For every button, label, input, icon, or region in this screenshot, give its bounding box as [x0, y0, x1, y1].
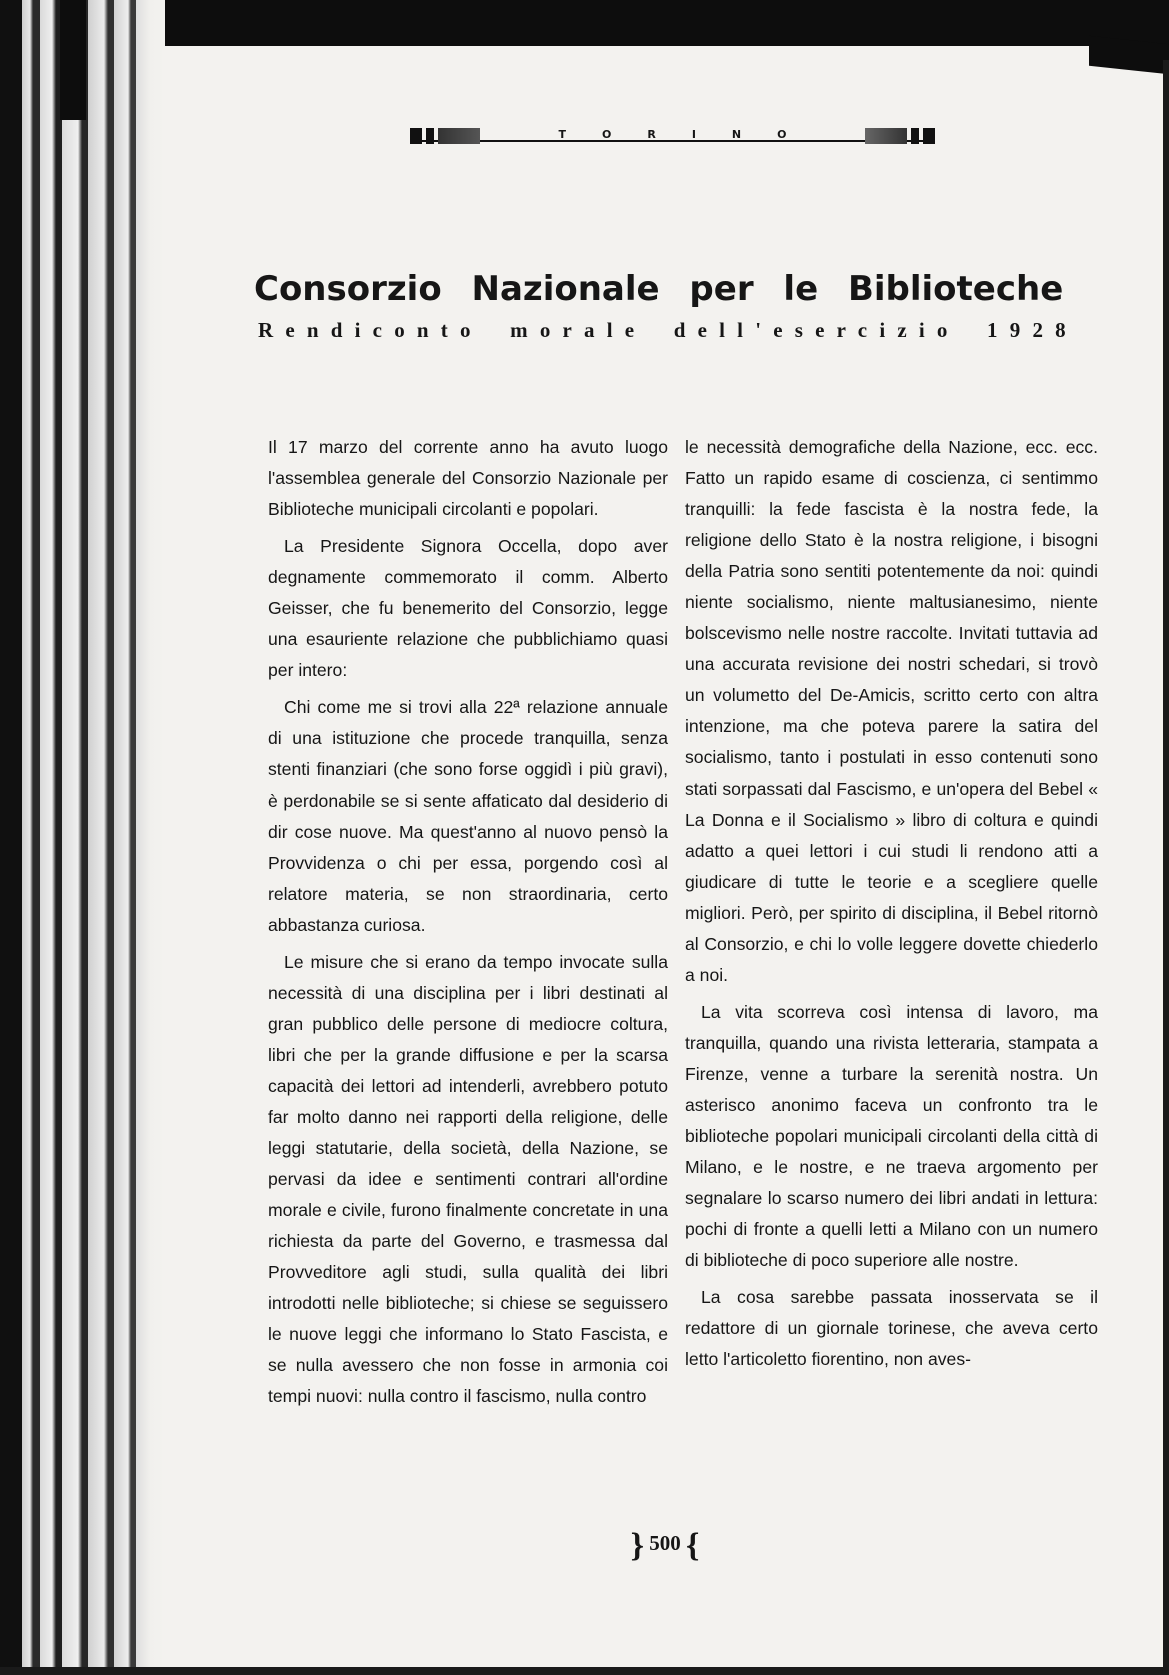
running-title: TORINO: [558, 128, 823, 141]
page-number-footer: [600, 1527, 730, 1565]
paragraph: Chi come me si trovi alla 22ª relazione annuale di una istituzione che procede tranquilla, senza stenti finanziari (che sono forse oggidì i più gravi), è perdonabile se si sente affaticato dal desiderio di dir cose nuove. Ma quest'anno al nuovo pensò la Provvidenza o chi per essa, porgendo così al relatore materia, se non straordinaria, certo abbastanza curiosa.: [268, 697, 668, 935]
paragraph: La Presidente Signora Occella, dopo aver degnamente commemorato il comm. Alberto Geisser, che fu benemerito del Consorzio, legge una esauriente relazione che pubblichiamo quasi per intero:: [268, 536, 668, 681]
paragraph: La vita scorreva così intensa di lavoro, ma tranquilla, quando una rivista letteraria, stampata a Firenze, venne a turbare la serenità nostra. Un asterisco anonimo faceva un confronto tra le biblioteche popolari municipali circolanti della città di Milano, e le nostre, e ne traeva argomento per segnalare lo scarso numero dei libri andati in lettura: pochi di fronte a quelli letti a Milano con un numero di biblioteche di poco superiore alle nostre.: [685, 1001, 1098, 1271]
article-title: Consorzio Nazionale per le Biblioteche: [254, 268, 1064, 309]
scan-page-edges: [0, 0, 165, 1675]
ornament-bracket-right: {: [686, 1527, 700, 1564]
text-column-right: [685, 432, 1098, 1381]
scan-top-edge: [0, 0, 1169, 46]
paragraph: La cosa sarebbe passata inosservata se il redattore di un giornale torinese, che aveva certo letto l'articoletto fiorentino, non aves-: [685, 1287, 1098, 1370]
text-column-left: [268, 432, 668, 1418]
running-header: [410, 124, 935, 144]
page-number: 500: [649, 1531, 681, 1555]
scan-right-edge: [1163, 60, 1169, 1675]
paragraph: Il 17 marzo del corrente anno ha avuto luogo l'assemblea generale del Consorzio Nazionale per Biblioteche municipali circolanti e popolari.: [268, 437, 668, 520]
ornament-bracket-left: }: [630, 1527, 644, 1564]
paragraph: le necessità demografiche della Nazione, ecc. ecc. Fatto un rapido esame di coscienza, ci sentimmo tranquilli: la fede fascista è la nostra fede, la religione dello Stato è la nostra religione, i bisogni della Patria sono sentiti potentemente da noi: quindi niente socialismo, niente maltusianesimo, niente bolscevismo nelle nostre raccolte. Invitati tuttavia ad una accurata revisione dei nostri schedari, si trovò un volumetto del De-Amicis, scritto certo con altra intenzione, ma che poteva parere la satira del socialismo, tanto i postulati in esso contenuti sono stati sorpassati dal Fascismo, e un'opera del Bebel « La Donna e il Socialismo » libro di coltura e quindi adatto a quei lettori i cui studi li rendono atti a giudicare di tutte le teorie e a scegliere quelle migliori. Però, per spirito di disciplina, il Bebel ritornò al Consorzio, e chi lo volle leggere dovette chiederlo a noi.: [685, 437, 1098, 985]
article-subtitle: Rendiconto morale dell'esercizio 1928: [258, 318, 1078, 342]
paragraph: Le misure che si erano da tempo invocate sulla necessità di una disciplina per i libri destinati al gran pubblico delle persone di mediocre coltura, libri che per la grande diffusione e per la scarsa capacità dei lettori ad intenderli, avrebbero potuto far molto danno nei rapporti della religione, delle leggi statutarie, della società, della Nazione, se pervasi da idee e sentimenti contrari all'ordine morale e civile, furono finalmente concretate in una richiesta da parte del Governo, e trasmessa dal Provveditore agli studi, sulla qualità dei libri introdotti nelle biblioteche; si chiese se seguissero le nuove leggi che informano lo Stato Fascista, e se nulla avessero che non fosse in armonia coi tempi nuovi: nulla contro il fascismo, nulla contro: [268, 951, 668, 1407]
scan-bottom-edge: [0, 1667, 1169, 1675]
